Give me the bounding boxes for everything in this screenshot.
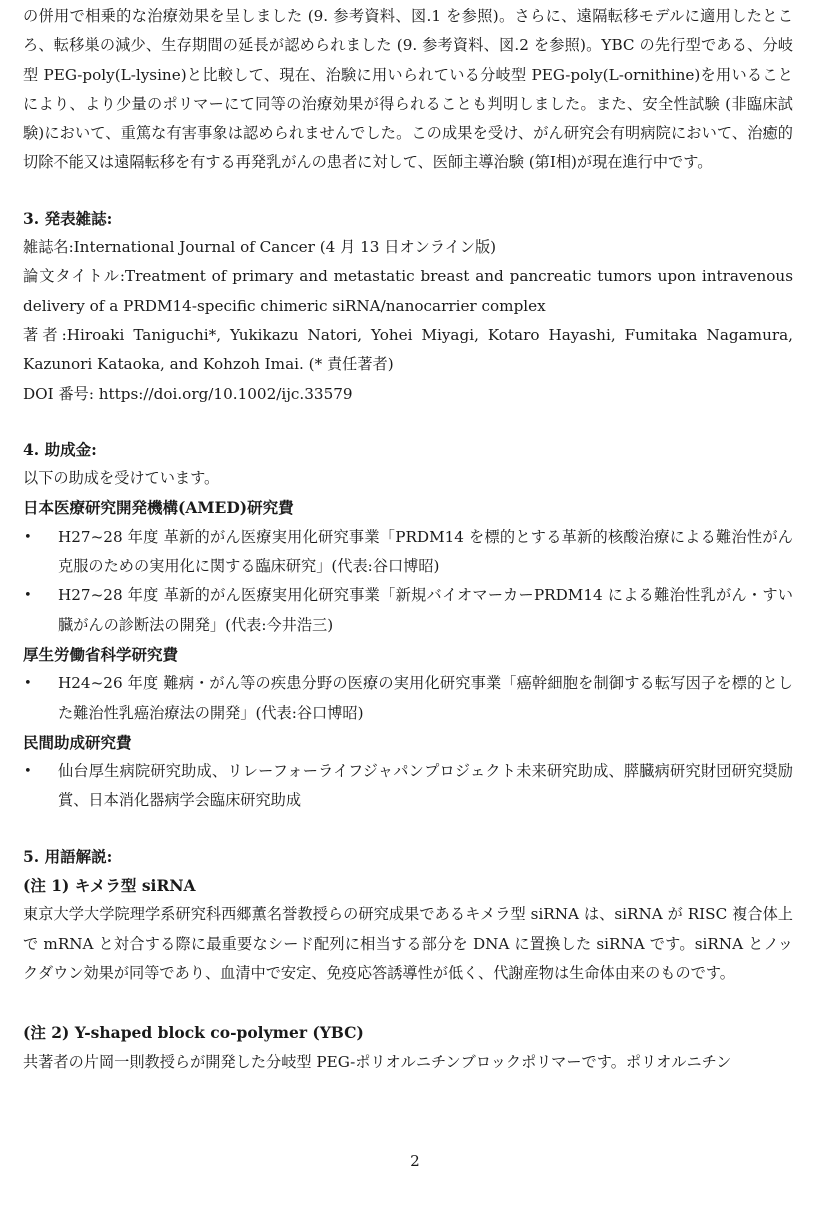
list-item bbox=[23, 757, 793, 816]
intro-paragraph: の併用で相乗的な治療効果を呈しました (9. 参考資料、図.1 を参照)。さらに、遠隔転移モデルに適用したところ、転移巣の減少、生存期間の延長が認められました (9. 参考資料、図.2 を参照)。YBC の先行型である、分岐型 PEG-poly(L-lysine)と比較して、現在、治験に用いられている分岐型 PEG-poly(L-ornithine)を用いることにより、より少量のポリマーにて同等の治療効果が得られることも判明しました。また、安全性試験 (非臨床試験)において、重篤な有害事象は認められませんでした。この成果を受け、がん研究会有明病院において、治癒的切除不能又は遠隔転移を有する再発乳がんの患者に対して、医師主導治験 (第I相)が現在進行中です。 bbox=[23, 7, 793, 172]
section4-heading: 4. 助成金: bbox=[23, 439, 97, 459]
authors-line: 著者:Hiroaki Taniguchi*, Yukikazu Natori, Yohei Miyagi, Kotaro Hayashi, Fumitaka Nagamura, Kazunori Kataoka, and Kohzoh Imai. (* 責任著者) bbox=[23, 325, 793, 374]
document-page bbox=[23, 0, 793, 1077]
note2-title: (注 2) Y-shaped block co-polymer (YBC) bbox=[23, 1023, 364, 1043]
doi-line: DOI 番号: https://doi.org/10.1002/ijc.33579 bbox=[23, 384, 353, 403]
paper-title-line: 論文タイトル:Treatment of primary and metastatic breast and pancreatic tumors upon intravenous delivery of a PRDM14-specific chimeric siRNA/nanocarrier complex bbox=[23, 267, 793, 315]
funding-group-title: 厚生労働省科学研究費 bbox=[23, 644, 179, 664]
list-item bbox=[23, 669, 793, 728]
note1-title: (注 1) キメラ型 siRNA bbox=[23, 876, 196, 896]
list-item-text: H27~28 年度 革新的がん医療実用化研究事業「新規バイオマーカーPRDM14 による難治性乳がん・すい臓がんの診断法の開発」(代表:今井浩三) bbox=[58, 586, 793, 634]
list-item-text: 仙台厚生病院研究助成、リレーフォーライフジャパンプロジェクト未来研究助成、膵臓病研究財団研究奨励賞、日本消化器病学会臨床研究助成 bbox=[58, 762, 793, 810]
section-glossary bbox=[23, 842, 793, 1077]
section-funding bbox=[23, 435, 793, 816]
funding-intro: 以下の助成を受けています。 bbox=[23, 469, 220, 488]
bullet-icon: • bbox=[24, 676, 32, 692]
list-item bbox=[23, 581, 793, 640]
note2-body: 共著者の片岡一則教授らが開発した分岐型 PEG-ポリオルニチンブロックポリマーです。ポリオルニチン bbox=[23, 1052, 732, 1071]
list-item-text: H27~28 年度 革新的がん医療実用化研究事業「PRDM14 を標的とする革新的核酸治療による難治性がん克服のための実用化に関する臨床研究」(代表:谷口博昭) bbox=[58, 527, 793, 576]
section5-heading: 5. 用語解説: bbox=[23, 846, 113, 866]
bullet-icon: • bbox=[24, 764, 32, 780]
list-item bbox=[23, 523, 793, 582]
note1-body: 東京大学大学院理学系研究科西郷薫名誉教授らの研究成果であるキメラ型 siRNA は、siRNA が RISC 複合体上で mRNA と対合する際に最重要なシード配列に相当する部分を DNA に置換した siRNA です。siRNA とノックダウン効果が同等であり、血清中で安定、免疫応答誘導性が低く、代謝産物は生命体由来のものです。 bbox=[23, 905, 793, 982]
funding-group-title: 日本医療研究開発機構(AMED)研究費 bbox=[23, 498, 294, 518]
section3-heading: 3. 発表雑誌: bbox=[23, 208, 113, 228]
section-publication bbox=[23, 204, 793, 409]
bullet-icon: • bbox=[24, 588, 32, 604]
bullet-icon: • bbox=[24, 529, 32, 545]
journal-line: 雑誌名:International Journal of Cancer (4 月 13 日オンライン版) bbox=[23, 238, 497, 257]
list-item-text: H24~26 年度 難病・がん等の疾患分野の医療の実用化研究事業「癌幹細胞を制御する転写因子を標的とした難治性乳癌治療法の開発」(代表:谷口博昭) bbox=[58, 674, 793, 722]
page-number: 2 bbox=[410, 1152, 420, 1170]
funding-group-title: 民間助成研究費 bbox=[23, 732, 132, 752]
